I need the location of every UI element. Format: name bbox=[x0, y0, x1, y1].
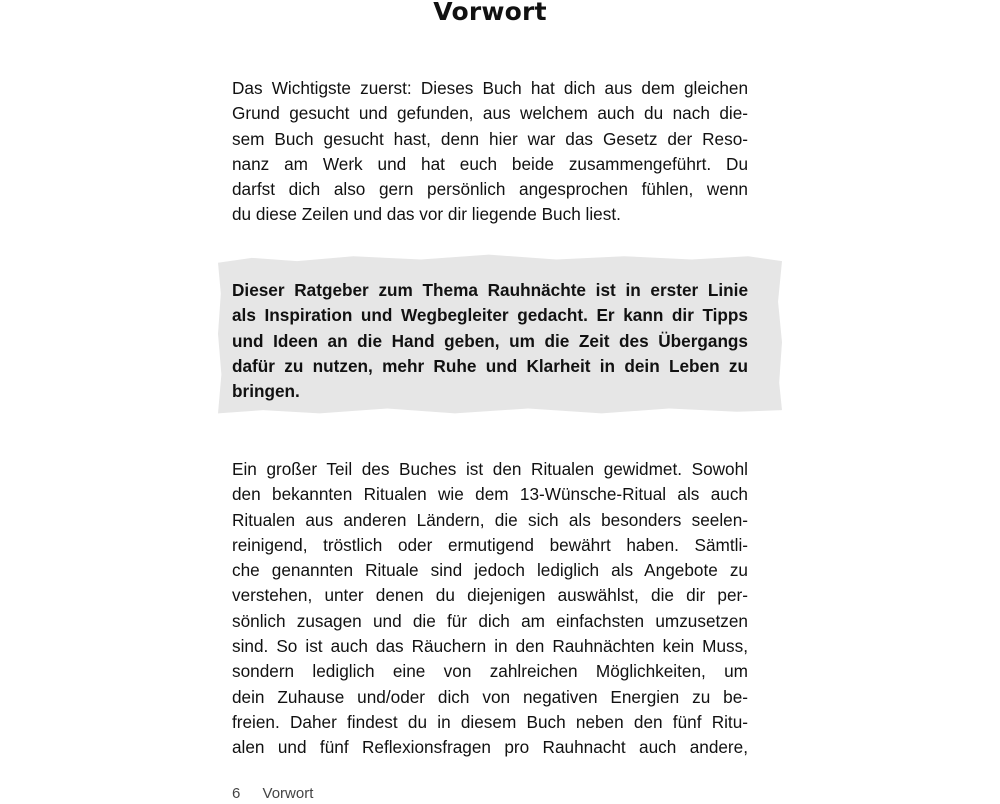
text-line: freien. Daher findest du in diesem Buch neben den fünf Ritu- bbox=[232, 711, 748, 732]
page-title: Vorwort bbox=[433, 0, 547, 26]
text-line: und Ideen an die Hand geben, um die Zeit des Übergangs bbox=[232, 330, 748, 351]
text-line: du diese Zeilen und das vor dir liegende Buch liest. bbox=[232, 204, 621, 225]
text-line: sind. So ist auch das Räuchern in den Rauhnächten kein Muss, bbox=[232, 636, 748, 657]
page-footer bbox=[232, 784, 313, 804]
text-line: reinigend, tröstlich oder ermutigend bewährt haben. Sämtli- bbox=[232, 534, 748, 555]
text-line: Das Wichtigste zuerst: Dieses Buch hat dich aus dem gleichen bbox=[232, 78, 748, 98]
text-line: dein Zuhause und/oder dich von negativen Energien zu be- bbox=[232, 686, 748, 707]
text-line: bringen. bbox=[232, 381, 300, 402]
text-line: Ritualen aus anderen Ländern, die sich als besonders seelen- bbox=[232, 509, 748, 530]
rituals-paragraph bbox=[232, 457, 748, 761]
text-line: Dieser Ratgeber zum Thema Rauhnächte ist in erster Linie bbox=[232, 280, 748, 300]
page-number: 6 bbox=[232, 785, 241, 802]
text-line: nanz am Werk und hat euch beide zusammengeführt. Du bbox=[232, 153, 748, 174]
text-line: darfst dich also gern persönlich angesprochen fühlen, wenn bbox=[232, 179, 748, 200]
text-line: dafür zu nutzen, mehr Ruhe und Klarheit in dein Leben zu bbox=[232, 355, 748, 376]
text-line: che genannten Rituale sind jedoch lediglich als Angebote zu bbox=[232, 560, 748, 581]
text-line: den bekannten Ritualen wie dem 13-Wünsche-Ritual als auch bbox=[232, 484, 748, 505]
text-line: Grund gesucht und gefunden, aus welchem auch du nach die- bbox=[232, 103, 748, 124]
text-line: alen und fünf Reflexionsfragen pro Rauhnacht auch andere, bbox=[232, 737, 748, 758]
text-line: sondern lediglich eine von zahlreichen Möglichkeiten, um bbox=[232, 661, 748, 682]
text-line: verstehen, unter denen du diejenigen auswählst, die dir per- bbox=[232, 585, 748, 606]
text-line: sem Buch gesucht hast, denn hier war das Gesetz der Reso- bbox=[232, 128, 748, 149]
intro-paragraph bbox=[232, 76, 748, 228]
highlighted-paragraph bbox=[232, 278, 748, 404]
text-line: sönlich zusagen und die für dich am einfachsten umzusetzen bbox=[232, 610, 748, 631]
text-line: als Inspiration und Wegbegleiter gedacht. Er kann dir Tipps bbox=[232, 305, 748, 326]
text-line: Ein großer Teil des Buches ist den Ritualen gewidmet. Sowohl bbox=[232, 459, 748, 479]
running-head: Vorwort bbox=[262, 785, 314, 802]
